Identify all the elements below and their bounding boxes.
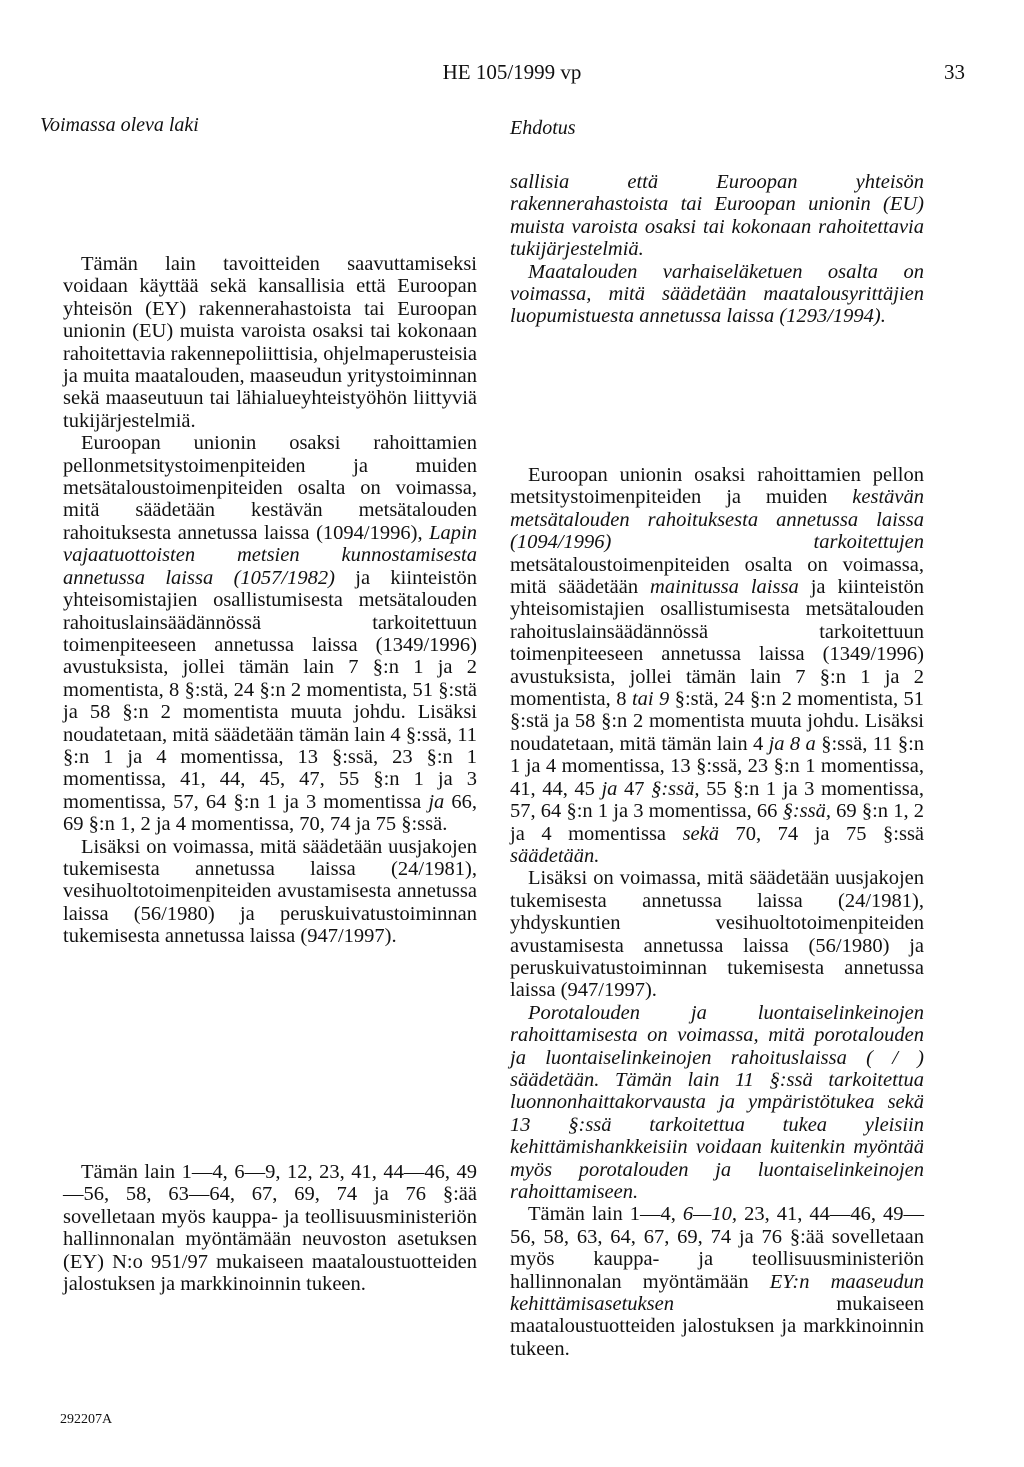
left-column-upper [63, 253, 477, 948]
right-paragraph-6 [510, 1203, 924, 1360]
right-column-lower [510, 464, 924, 1360]
right-paragraph-5: Porotalouden ja luontaiselinkeinojen rahoittamisesta on voimassa, mitä porotalouden ja luontaiselinkeinojen rahoituslaissa ( / ) säädetään. Tämän lain 11 §:ssä tarkoitettua luonnonhaittakorvausta ja ympäristötukea sekä 13 §:ssä tarkoitettua tukea yleisiin kehittämishankkeisiin voidaan kuitenkin myöntää myös porotalouden ja luontaiselinkeinojen rahoittamiseen. [510, 1001, 924, 1203]
right-paragraph-3-italic-d: mainitussa laissa [650, 576, 799, 599]
right-paragraph-6-text-e: mukaiseen maataloustuotteiden jalostuksen ja markkinoinnin tukeen. [510, 1293, 924, 1360]
left-paragraph-2-italic-b: Lapin vajaatuottoisten metsien kunnostamisesta annetussa laissa (1057/1982) [63, 521, 477, 589]
left-paragraph-3: Lisäksi on voimassa, mitä säädetään uusjakojen tukemisesta annetussa laissa (24/1981), vesihuoltotoimenpiteiden avustamisesta annetussa laissa (56/1980) ja peruskuivatustoiminnan tukemisesta annetussa laissa (947/1997). [63, 835, 477, 948]
right-paragraph-6-text-a: Tämän lain 1—4, [528, 1203, 676, 1226]
right-paragraph-3-text-g: §:stä, 24 §:n 2 momentista, 51 §:stä ja 58 §:n 2 momentista muuta johdu. Lisäksi noudatetaan, mitä tämän lain 4 [510, 688, 925, 755]
right-paragraph-3-text-k: 47 [624, 777, 645, 800]
left-paragraph-2-text-a: Euroopan unionin osaksi rahoittamien pellonmetsitystoimenpiteiden ja muiden metsätaloustoimenpiteiden osalta on voimassa, mitä säädetään kestävän metsätalouden rahoituksesta annetussa laissa (1094/1996), [63, 432, 477, 544]
left-column-lower [63, 1161, 477, 1295]
right-paragraph-3-text-q: 70, 74 ja 75 §:ssä [735, 822, 925, 845]
right-paragraph-1: sallisia että Euroopan yhteisön rakennerahastoista tai Euroopan unionin (EU) muista varoista osaksi tai kokonaan rahoitettavia tukijärjestelmiä. [510, 171, 924, 261]
right-column-upper [510, 171, 924, 328]
right-paragraph-3-italic-l: §:ssä, [651, 777, 700, 800]
left-column-heading: Voimassa oleva laki [40, 114, 199, 136]
left-paragraph-4: Tämän lain 1—4, 6—9, 12, 23, 41, 44—46, 49—56, 58, 63—64, 67, 69, 74 ja 76 §:ää sovelletaan myös kauppa- ja teollisuusministeriön hallinnonalan myöntämään neuvoston asetuksen (EY) N:o 951/97 mukaiseen maataloustuotteiden jalostuksen ja markkinoinnin tukeen. [63, 1161, 477, 1296]
right-paragraph-3 [510, 464, 924, 867]
right-paragraph-4: Lisäksi on voimassa, mitä säädetään uusjakojen tukemisesta annetussa laissa (24/1981), yhdyskuntien vesihuoltotoimenpiteiden avustamisesta annetussa laissa (56/1980) ja peruskuivatustoiminnan tukemisesta annetussa laissa (947/1997). [510, 867, 924, 1002]
right-paragraph-6-text-c: 23, 41, 44—46, 49—56, 58, 63, 64, 67, 69, 74 ja 76 §:ää sovelletaan myös kauppa- ja teollisuusministeriön hallinnonalan myöntämään [510, 1203, 925, 1293]
right-paragraph-3-text-m: 55 §:n 1 ja 3 momentissa, 57, 64 §:n 1 ja 3 momentissa, 66 [510, 777, 925, 823]
right-paragraph-3-text-a: Euroopan unionin osaksi rahoittamien pellon metsitystoimenpiteiden ja muiden [510, 464, 924, 509]
right-paragraph-3-italic-j: ja [601, 777, 618, 800]
right-paragraph-3-italic-p: sekä [682, 822, 719, 845]
left-paragraph-2-text-e: 66, 69 §:n 1, 2 ja 4 momentissa, 70, 74 ja 75 §:ssä. [63, 790, 477, 836]
left-paragraph-1: Tämän lain tavoitteiden saavuttamiseksi voidaan käyttää sekä kansallisia että Euroopan yhteisön (EY) rakennerahastoista tai Euroopan unionin (EU) muista varoista osaksi tai kokonaan rahoitettavia rakennepoliittisia, ohjelmaperusteisia ja muita maatalouden, maaseudun yritystoiminnan sekä maaseutuun tai lähialueyhteistyöhön liittyviä tukijärjestelmiä. [63, 253, 477, 432]
right-paragraph-3-text-i: §:ssä, 11 §:n 1 ja 4 momentissa, 13 §:ssä, 23 §:n 1 momentissa, 41, 44, 45 [510, 732, 925, 800]
right-paragraph-6-italic-b: 6—10, [682, 1203, 738, 1226]
right-column-heading: Ehdotus [510, 117, 576, 139]
right-paragraph-6-italic-d: EY:n maaseudun kehittämisasetuksen [510, 1270, 924, 1316]
right-paragraph-3-italic-b: kestävän metsätalouden rahoituksesta annetussa laissa (1094/1996) tarkoitettujen [510, 486, 924, 554]
right-paragraph-2: Maatalouden varhaiseläketuen osalta on voimassa, mitä säädetään maatalousyrittäjien luopumistuesta annetussa laissa (1293/1994). [510, 260, 924, 328]
right-paragraph-3-italic-n: §:ssä, [782, 800, 831, 823]
right-paragraph-3-text-e: ja kiinteistön yhteisomistajien osallistumisesta metsätalouden rahoituslainsäädännössä tarkoitettuun toimenpiteeseen annetussa laissa (1349/1996) avustuksista, jollei tämän lain 7 §:n 1 ja 2 momentista, 8 [510, 576, 925, 711]
right-paragraph-3-italic-h: ja 8 a [768, 732, 816, 755]
page-number: 33 [944, 60, 965, 84]
right-paragraph-3-italic-r: säädetään. [510, 844, 600, 867]
left-paragraph-2-italic-d: ja [428, 790, 445, 813]
right-paragraph-3-text-c: metsätaloustoimenpiteiden osalta on voimassa, mitä säädetään [510, 553, 924, 599]
left-paragraph-2-text-c: ja kiinteistön yhteisomistajien osallistumisesta metsätalouden rahoituslainsäädännössä tarkoitettuun toimenpiteeseen annetussa laissa (1349/1996) avustuksista, jollei tämän lain 7 §:n 1 ja 2 momentista, 8 §:stä, 24 §:n 2 momentista, 51 §:stä ja 58 §:n 2 momentista muuta johdu. Lisäksi noudatetaan, mitä säädetään tämän lain 4 §:ssä, 11 §:n 1 ja 4 momentissa, 13 §:ssä, 23 §:n 1 momentissa, 41, 44, 45, 47, 55 §:n 1 ja 3 momentissa, 57, 64 §:n 1 ja 3 momentissa [63, 566, 477, 813]
document-header-title: HE 105/1999 vp [442, 60, 582, 84]
document-code: 292207A [60, 1412, 113, 1427]
left-paragraph-2 [63, 432, 477, 835]
right-paragraph-3-italic-f: tai 9 [631, 688, 670, 711]
right-paragraph-3-text-o: 69 §:n 1, 2 ja 4 momentissa [510, 800, 924, 845]
